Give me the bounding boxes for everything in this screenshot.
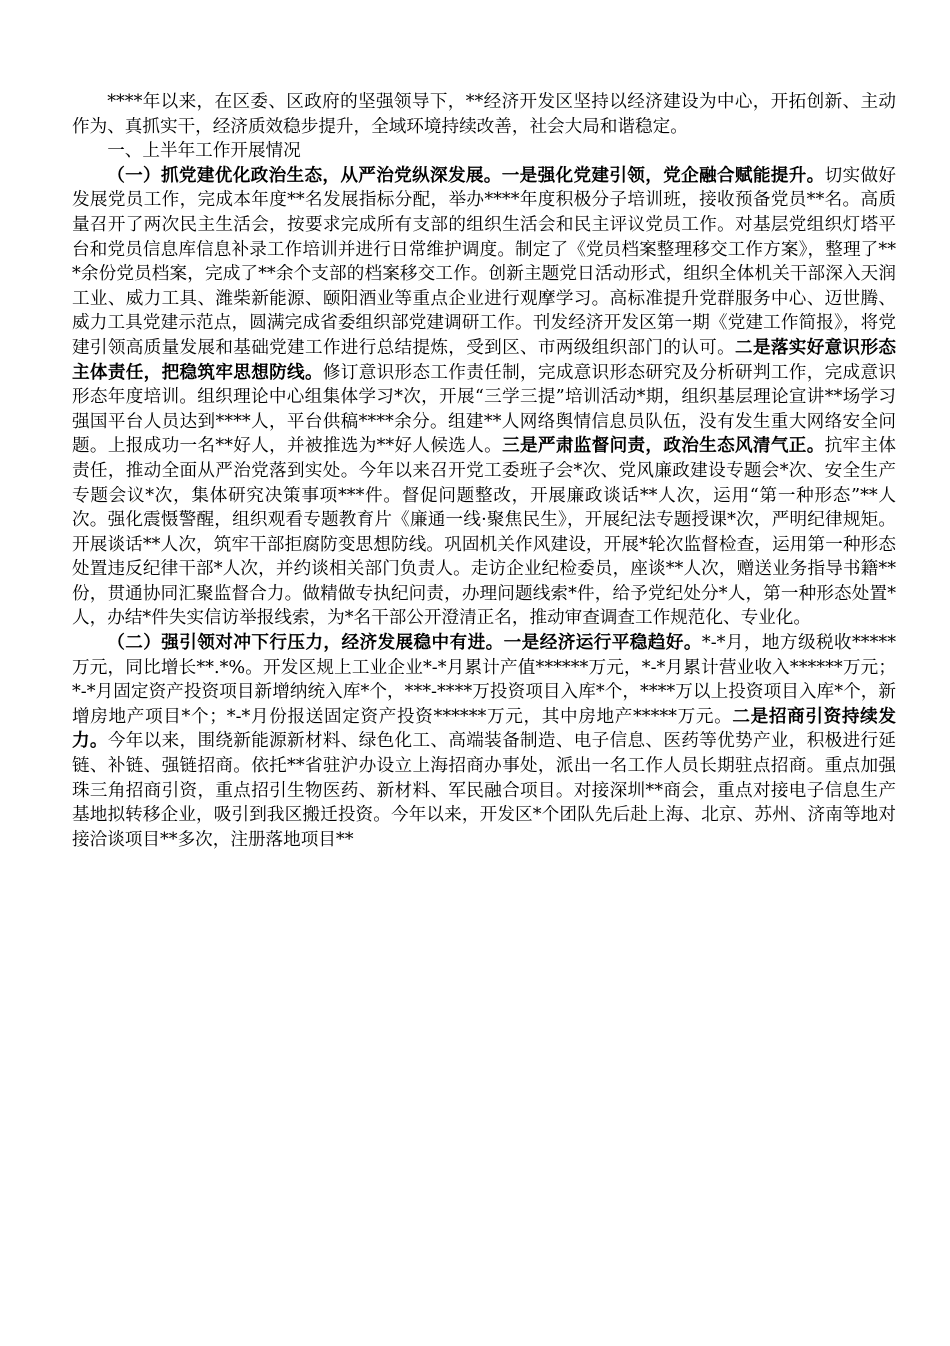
- point-1-2-title: 二是落实好意识形态主体责任，把稳筑牢思想防线。: [72, 336, 896, 383]
- subsection-1-title: （一）抓党建优化政治生态，从严治党纵深发展。: [107, 164, 502, 186]
- document-body: [72, 90, 896, 852]
- subsection-2-paragraph: [72, 631, 896, 852]
- point-2-1-body: *-*月，地方级税收*****万元，同比增长**.*%。开发区规上工业企业*-*月累计产值******万元，*-*月累计营业收入******万元；*-*月固定资产投资项目新增纳统入库*个，***-****万投资项目入库*个，****万以上投资项目入库*个，新增房地产项目*个；*-*月份报送固定资产投资******万元，其中房地产*****万元。: [72, 633, 896, 727]
- point-2-2-body: 今年以来，围绕新能源新材料、绿色化工、高端装备制造、电子信息、医药等优势产业，积极进行延链、补链、强链招商。依托**省驻沪办设立上海招商办事处，派出一名工作人员长期驻点招商。重点加强珠三角招商引资，重点招引生物医药、新材料、军民融合项目。对接深圳**商会，重点对接电子信息生产基地拟转移企业，吸引到我区搬迁投资。今年以来，开发区*个团队先后赴上海、北京、苏州、济南等地对接洽谈项目**多次，注册落地项目**: [72, 731, 896, 850]
- point-1-3-title: 三是严肃监督问责，政治生态风清气正。: [502, 435, 825, 457]
- point-1-2-body: 修订意识形态工作责任制，完成意识形态研究及分析研判工作，完成意识形态年度培训。组织理论中心组集体学习*次，开展“三学三提”培训活动*期，组织基层理论宣讲**场学习强国平台人员达到****人，平台供稿****余分。组建**人网络舆情信息员队伍，没有发生重大网络安全问题。上报成功一名**好人，并被推选为**好人候选人。: [72, 362, 896, 457]
- intro-paragraph: ****年以来，在区委、区政府的坚强领导下，**经济开发区坚持以经济建设为中心，开拓创新、主动作为、真抓实干，经济质效稳步提升，全域环境持续改善，社会大局和谐稳定。: [72, 92, 896, 137]
- point-2-2-title: 二是招商引资持续发力。: [72, 705, 896, 752]
- subsection-2-title: （二）强引领对冲下行压力，经济发展稳中有进。: [107, 632, 504, 654]
- point-1-1-body: 切实做好发展党员工作，完成本年度**名发展指标分配，举办****年度积极分子培训班，接收预备党员**名。高质量召开了两次民主生活会，按要求完成所有支部的组织生活会和民主评议党员工作。对基层党组织灯塔平台和党员信息库信息补录工作培训并进行日常维护调度。制定了《党员档案整理移交工作方案》，整理了***余份党员档案，完成了**余个支部的档案移交工作。创新主题党日活动形式，组织全体机关干部深入天润工业、威力工具、潍柴新能源、颐阳酒业等重点企业进行观摩学习。高标准提升党群服务中心、迈世腾、威力工具党建示范点，圆满完成省委组织部党建调研工作。刊发经济开发区第一期《党建工作简报》，将党建引领高质量发展和基础党建工作进行总结提炼，受到区、市两级组织部门的认可。: [72, 165, 896, 358]
- section-heading: 一、上半年工作开展情况: [107, 141, 301, 162]
- subsection-1-paragraph: [72, 164, 896, 631]
- point-2-1-title: 一是经济运行平稳趋好。: [503, 632, 702, 654]
- point-1-3-body: 抗牢主体责任，推动全面从严治党落到实处。今年以来召开党工委班子会*次、党风廉政建设专题会*次、安全生产专题会议*次，集体研究决策事项***件。督促问题整改，开展廉政谈话**人次，运用“第一种形态”**人次。强化震慑警醒，组织观看专题教育片《廉通一线·聚焦民生》，开展纪法专题授课*次，严明纪律规矩。开展谈话**人次，筑牢干部拒腐防变思想防线。巩固机关作风建设，开展*轮次监督检查，运用第一种形态处置违反纪律干部*人次，并约谈相关部门负责人。走访企业纪检委员，座谈**人次，赠送业务指导书籍**份，贯通协同汇聚监督合力。做精做专执纪问责，办理问题线索*件，给予党纪处分*人，第一种形态处置*人，办结*件失实信访举报线索，为*名干部公开澄清正名，推动审查调查工作规范化、专业化。: [72, 436, 896, 629]
- point-1-1-title: 一是强化党建引领，党企融合赋能提升。: [501, 164, 825, 186]
